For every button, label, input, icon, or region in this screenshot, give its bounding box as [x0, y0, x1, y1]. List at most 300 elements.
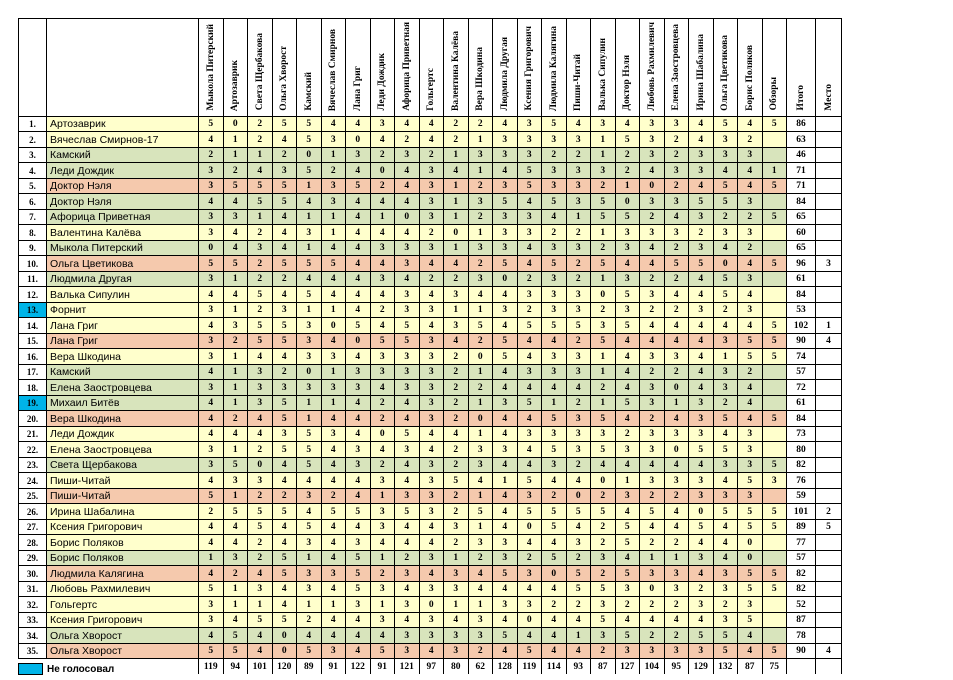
score-cell: 3 [346, 364, 371, 380]
score-cell: 1 [468, 395, 493, 411]
score-cell: 4 [248, 163, 273, 179]
score-cell: 2 [248, 550, 273, 566]
place-cell [816, 302, 842, 318]
score-cell: 1 [223, 132, 248, 148]
score-cell: 4 [272, 209, 297, 225]
score-cell: 4 [444, 163, 469, 179]
score-cell: 5 [517, 473, 542, 489]
score-cell: 3 [199, 457, 224, 473]
column-header [395, 19, 420, 117]
score-cell: 2 [640, 302, 665, 318]
score-cell: 4 [689, 535, 714, 551]
total-cell: 76 [787, 473, 816, 489]
score-cell: 2 [615, 163, 640, 179]
column-total: 120 [272, 659, 297, 674]
score-cell: 4 [321, 519, 346, 535]
score-cell: 2 [444, 411, 469, 427]
score-cell: 0 [591, 473, 616, 489]
score-cell: 2 [542, 488, 567, 504]
score-cell: 3 [248, 380, 273, 396]
score-cell: 3 [370, 349, 395, 365]
score-cell: 4 [689, 457, 714, 473]
score-cell: 2 [640, 488, 665, 504]
score-cell: 1 [370, 597, 395, 613]
author-name: Борис Поляков [47, 550, 199, 566]
score-cell: 2 [664, 147, 689, 163]
score-cell: 3 [370, 581, 395, 597]
score-cell: 4 [689, 612, 714, 628]
score-cell [762, 535, 787, 551]
score-cell: 4 [199, 566, 224, 582]
score-cell: 5 [542, 550, 567, 566]
score-cell: 3 [664, 426, 689, 442]
place-cell: 4 [816, 643, 842, 659]
score-cell: 3 [370, 612, 395, 628]
score-cell: 5 [297, 132, 322, 148]
score-cell: 2 [223, 163, 248, 179]
score-cell: 0 [640, 581, 665, 597]
place-cell [816, 380, 842, 396]
row-number: 25. [19, 488, 47, 504]
score-cell: 4 [321, 550, 346, 566]
score-cell: 3 [419, 333, 444, 349]
total-cell: 84 [787, 411, 816, 427]
column-header [468, 19, 493, 117]
score-cell: 2 [738, 209, 763, 225]
score-cell: 3 [199, 271, 224, 287]
score-cell: 3 [444, 643, 469, 659]
score-cell: 4 [689, 364, 714, 380]
score-cell: 5 [713, 194, 738, 210]
score-cell: 2 [640, 364, 665, 380]
score-cell: 3 [199, 612, 224, 628]
score-cell: 2 [591, 566, 616, 582]
score-cell: 5 [762, 457, 787, 473]
column-header [493, 19, 518, 117]
score-cell: 2 [566, 395, 591, 411]
score-cell: 3 [419, 178, 444, 194]
score-cell: 2 [272, 147, 297, 163]
score-cell: 2 [664, 132, 689, 148]
row-number: 19. [19, 395, 47, 411]
score-cell: 4 [640, 612, 665, 628]
score-cell: 3 [713, 225, 738, 241]
score-cell: 3 [615, 643, 640, 659]
score-cell: 4 [664, 411, 689, 427]
author-name: Леди Дождик [47, 426, 199, 442]
score-cell: 0 [566, 488, 591, 504]
score-cell: 0 [640, 178, 665, 194]
score-cell: 5 [272, 411, 297, 427]
score-cell: 2 [640, 209, 665, 225]
score-cell: 0 [272, 643, 297, 659]
row-number: 14. [19, 318, 47, 334]
score-cell: 2 [444, 504, 469, 520]
score-cell: 3 [664, 349, 689, 365]
score-cell: 4 [419, 287, 444, 303]
score-cell: 5 [272, 612, 297, 628]
score-cell: 4 [199, 519, 224, 535]
score-cell: 2 [640, 411, 665, 427]
score-cell: 4 [321, 473, 346, 489]
score-cell: 0 [248, 457, 273, 473]
score-cell: 3 [297, 535, 322, 551]
row-number: 1. [19, 116, 47, 132]
score-cell: 3 [689, 209, 714, 225]
score-cell: 2 [664, 535, 689, 551]
score-cell: 5 [199, 116, 224, 132]
score-cell: 2 [419, 225, 444, 241]
score-cell: 3 [615, 442, 640, 458]
column-total: 75 [762, 659, 787, 674]
row-number: 20. [19, 411, 47, 427]
score-cell: 2 [664, 364, 689, 380]
table-row [19, 349, 842, 365]
score-cell: 3 [640, 225, 665, 241]
score-cell: 4 [615, 411, 640, 427]
score-cell: 3 [542, 426, 567, 442]
row-number: 23. [19, 457, 47, 473]
score-cell: 1 [566, 628, 591, 644]
score-cell: 4 [689, 333, 714, 349]
score-cell: 3 [199, 163, 224, 179]
score-cell: 3 [493, 597, 518, 613]
score-cell: 4 [664, 209, 689, 225]
score-cell: 4 [689, 132, 714, 148]
score-cell: 4 [272, 240, 297, 256]
score-cell: 5 [297, 287, 322, 303]
score-cell: 2 [713, 597, 738, 613]
row-number: 26. [19, 504, 47, 520]
score-cell: 3 [370, 271, 395, 287]
score-cell: 4 [517, 349, 542, 365]
score-cell: 5 [566, 504, 591, 520]
score-cell: 3 [542, 457, 567, 473]
score-cell: 5 [713, 178, 738, 194]
score-cell: 5 [591, 194, 616, 210]
row-number: 6. [19, 194, 47, 210]
score-cell: 4 [199, 628, 224, 644]
score-cell: 2 [591, 302, 616, 318]
column-total: 62 [468, 659, 493, 674]
author-name: Ольга Цветикова [47, 256, 199, 272]
total-cell: 52 [787, 597, 816, 613]
table-row [19, 194, 842, 210]
score-cell: 4 [468, 473, 493, 489]
score-cell: 4 [395, 473, 420, 489]
score-cell: 2 [664, 271, 689, 287]
score-cell: 4 [615, 256, 640, 272]
score-cell: 3 [566, 132, 591, 148]
score-cell: 5 [591, 411, 616, 427]
score-cell: 3 [713, 566, 738, 582]
score-cell: 3 [199, 597, 224, 613]
score-cell: 2 [199, 504, 224, 520]
score-cell: 2 [223, 411, 248, 427]
row-number: 2. [19, 132, 47, 148]
score-cell: 1 [321, 364, 346, 380]
score-cell: 3 [640, 643, 665, 659]
author-name: Лана Григ [47, 333, 199, 349]
score-cell: 4 [689, 566, 714, 582]
author-name: Ольга Хворост [47, 643, 199, 659]
score-cell: 4 [493, 116, 518, 132]
score-cell: 4 [346, 271, 371, 287]
score-cell: 1 [444, 550, 469, 566]
score-cell: 2 [664, 240, 689, 256]
score-cell: 3 [542, 349, 567, 365]
score-cell: 5 [738, 581, 763, 597]
score-cell: 5 [272, 194, 297, 210]
score-cell: 3 [419, 457, 444, 473]
score-cell: 3 [566, 240, 591, 256]
score-cell: 3 [493, 302, 518, 318]
score-cell [762, 132, 787, 148]
score-cell: 1 [199, 550, 224, 566]
score-cell: 4 [517, 333, 542, 349]
score-cell: 2 [640, 597, 665, 613]
score-cell: 3 [321, 349, 346, 365]
author-name: Валька Сипулин [47, 287, 199, 303]
score-cell: 2 [615, 147, 640, 163]
table-row [19, 364, 842, 380]
score-cell: 4 [542, 612, 567, 628]
score-cell: 5 [615, 287, 640, 303]
score-cell: 0 [272, 628, 297, 644]
score-cell: 5 [321, 504, 346, 520]
author-name: Елена Заостровцева [47, 442, 199, 458]
author-name: Афорица Приветная [47, 209, 199, 225]
score-cell: 5 [223, 256, 248, 272]
score-cell: 4 [370, 380, 395, 396]
score-cell: 5 [272, 566, 297, 582]
table-row [19, 271, 842, 287]
score-cell: 4 [517, 380, 542, 396]
score-cell: 5 [272, 550, 297, 566]
score-cell: 4 [199, 535, 224, 551]
row-number: 4. [19, 163, 47, 179]
score-cell: 4 [223, 240, 248, 256]
table-row [19, 287, 842, 303]
score-cell: 4 [517, 194, 542, 210]
score-cell: 1 [223, 581, 248, 597]
score-cell: 4 [395, 411, 420, 427]
score-cell: 1 [223, 380, 248, 396]
score-cell: 3 [419, 395, 444, 411]
author-name: Вячеслав Смирнов-17 [47, 132, 199, 148]
column-header-label: Афорица Приветная [401, 22, 412, 111]
score-cell: 3 [689, 597, 714, 613]
score-cell: 3 [493, 550, 518, 566]
score-cell: 5 [762, 349, 787, 365]
score-cell: 3 [640, 287, 665, 303]
column-header-label: Ольга Цветикова [720, 34, 731, 111]
score-cell: 1 [444, 240, 469, 256]
total-cell: 57 [787, 364, 816, 380]
total-cell: 90 [787, 333, 816, 349]
score-cell: 2 [713, 302, 738, 318]
score-cell: 1 [223, 302, 248, 318]
score-cell: 2 [419, 147, 444, 163]
score-cell: 1 [468, 163, 493, 179]
row-number: 31. [19, 581, 47, 597]
score-cell: 4 [419, 643, 444, 659]
place-cell [816, 287, 842, 303]
score-cell: 3 [591, 550, 616, 566]
total-cell: 90 [787, 643, 816, 659]
column-header [542, 19, 567, 117]
score-cell: 3 [444, 318, 469, 334]
table-row [19, 395, 842, 411]
score-cell: 3 [370, 504, 395, 520]
score-cell: 2 [738, 364, 763, 380]
score-cell: 3 [517, 597, 542, 613]
score-cell: 5 [346, 550, 371, 566]
score-cell: 1 [321, 395, 346, 411]
total-cell: 82 [787, 581, 816, 597]
score-cell: 5 [321, 256, 346, 272]
score-cell: 1 [248, 597, 273, 613]
score-cell: 2 [272, 271, 297, 287]
score-cell: 1 [640, 550, 665, 566]
row-number: 8. [19, 225, 47, 241]
score-cell: 0 [542, 566, 567, 582]
score-cell: 3 [444, 287, 469, 303]
score-cell: 5 [591, 209, 616, 225]
score-cell: 4 [664, 612, 689, 628]
score-cell: 2 [444, 535, 469, 551]
score-cell: 4 [493, 163, 518, 179]
score-cell: 4 [395, 163, 420, 179]
score-cell: 4 [542, 643, 567, 659]
score-cell: 5 [199, 581, 224, 597]
score-cell: 3 [566, 178, 591, 194]
score-cell: 5 [566, 566, 591, 582]
score-cell: 1 [297, 209, 322, 225]
column-header [762, 19, 787, 117]
table-row [19, 426, 842, 442]
score-cell: 4 [713, 550, 738, 566]
score-cell: 4 [321, 333, 346, 349]
table-row [19, 519, 842, 535]
score-cell: 3 [346, 535, 371, 551]
score-cell: 5 [689, 628, 714, 644]
column-total: 95 [664, 659, 689, 674]
score-cell: 2 [517, 271, 542, 287]
table-row [19, 380, 842, 396]
score-cell: 3 [664, 643, 689, 659]
score-cell: 4 [517, 256, 542, 272]
column-header-label: Ирина Шабалина [695, 34, 706, 111]
score-cell: 1 [248, 147, 273, 163]
score-cell [762, 550, 787, 566]
score-cell: 2 [444, 364, 469, 380]
column-total: 101 [248, 659, 273, 674]
place-cell [816, 163, 842, 179]
score-cell: 5 [738, 333, 763, 349]
score-cell: 4 [738, 643, 763, 659]
score-cell: 4 [199, 395, 224, 411]
score-cell: 3 [591, 163, 616, 179]
score-cell: 3 [346, 442, 371, 458]
score-cell: 3 [542, 240, 567, 256]
score-cell: 3 [591, 426, 616, 442]
score-cell: 4 [713, 473, 738, 489]
score-cell: 3 [199, 178, 224, 194]
score-cell: 3 [297, 566, 322, 582]
score-cell: 5 [395, 318, 420, 334]
column-total: 119 [199, 659, 224, 674]
score-cell: 4 [493, 519, 518, 535]
column-total: 104 [640, 659, 665, 674]
score-cell: 1 [591, 225, 616, 241]
score-cell: 3 [738, 488, 763, 504]
place-cell: 5 [816, 519, 842, 535]
score-cell: 4 [419, 132, 444, 148]
total-cell: 84 [787, 194, 816, 210]
score-cell: 5 [395, 426, 420, 442]
score-cell: 5 [297, 457, 322, 473]
score-cell: 4 [370, 256, 395, 272]
place-cell [816, 395, 842, 411]
score-cell: 3 [395, 566, 420, 582]
score-cell: 4 [321, 271, 346, 287]
score-cell: 3 [468, 194, 493, 210]
score-cell: 3 [370, 473, 395, 489]
score-cell: 4 [321, 442, 346, 458]
score-cell: 3 [664, 473, 689, 489]
score-cell: 4 [566, 612, 591, 628]
place-cell [816, 457, 842, 473]
score-cell: 3 [370, 240, 395, 256]
score-cell: 4 [321, 535, 346, 551]
score-cell: 4 [493, 411, 518, 427]
score-cell: 2 [713, 395, 738, 411]
score-cell: 5 [272, 395, 297, 411]
score-cell: 5 [517, 318, 542, 334]
score-cell: 3 [248, 364, 273, 380]
score-cell: 2 [591, 519, 616, 535]
score-cell: 2 [566, 597, 591, 613]
score-cell: 2 [640, 628, 665, 644]
score-cell: 3 [370, 364, 395, 380]
score-cell: 3 [395, 364, 420, 380]
score-cell: 3 [615, 581, 640, 597]
score-cell: 3 [713, 612, 738, 628]
score-cell: 5 [542, 194, 567, 210]
column-total: 80 [444, 659, 469, 674]
score-cell: 4 [664, 457, 689, 473]
column-header-label: Мыкола Питерский [205, 24, 216, 111]
score-cell: 3 [395, 380, 420, 396]
score-cell: 3 [248, 581, 273, 597]
column-total: 91 [370, 659, 395, 674]
row-number: 11. [19, 271, 47, 287]
score-cell: 4 [468, 566, 493, 582]
column-header-label: Доктор Нэля [622, 55, 633, 111]
score-cell: 0 [591, 287, 616, 303]
score-cell: 3 [738, 225, 763, 241]
table-row [19, 550, 842, 566]
score-cell: 3 [248, 395, 273, 411]
score-cell: 4 [346, 426, 371, 442]
score-cell: 3 [713, 457, 738, 473]
score-cell: 3 [395, 597, 420, 613]
score-cell: 4 [615, 457, 640, 473]
score-cell: 3 [419, 628, 444, 644]
score-cell: 1 [615, 473, 640, 489]
score-cell: 2 [370, 411, 395, 427]
